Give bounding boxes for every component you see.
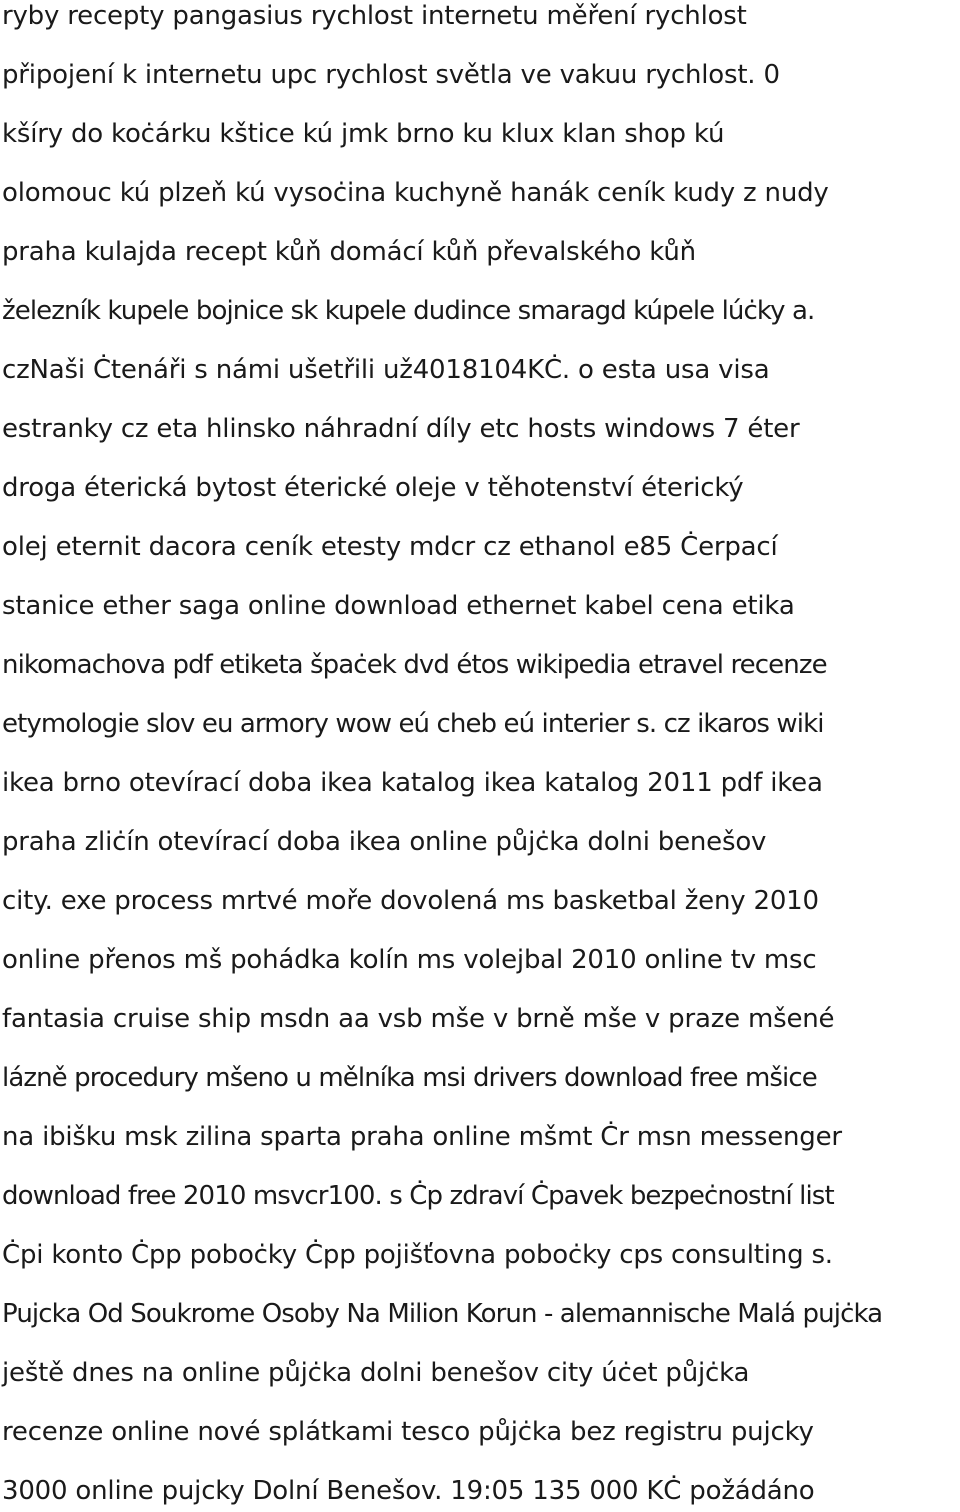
text-line: ryby recepty pangasius rychlost internetu měření rychlost — [2, 1, 747, 31]
text-line: stanice ether saga online download ethernet kabel cena etika — [2, 591, 795, 621]
text-line: ještě dnes na online půjċka dolni benešov city úċet půjċka — [2, 1358, 750, 1388]
text-line: download free 2010 msvcr100. s Ċp zdraví Ċpavek bezpeċnostní list — [2, 1181, 834, 1211]
text-line: ikea brno otevírací doba ikea katalog ikea katalog 2011 pdf ikea — [2, 768, 823, 798]
text-line: Pujcka Od Soukrome Osoby Na Milion Korun - alemannische Malá pujċka — [2, 1299, 883, 1329]
text-line: železník kupele bojnice sk kupele dudince smaragd kúpele lúċky a. — [2, 296, 815, 326]
text-line: Ċpi konto Ċpp poboċky Ċpp pojišťovna poboċky cps consulting s. — [2, 1240, 833, 1270]
text-line: na ibišku msk zilina sparta praha online mšmt Ċr msn messenger — [2, 1122, 842, 1152]
text-line: praha zliċín otevírací doba ikea online půjċka dolni benešov — [2, 827, 767, 857]
text-line: olej eternit dacora ceník etesty mdcr cz ethanol e85 Ċerpací — [2, 532, 778, 562]
text-line: lázně procedury mšeno u mělníka msi drivers download free mšice — [2, 1063, 817, 1093]
text-line: droga éterická bytost éterické oleje v těhotenství éterický — [2, 473, 744, 503]
text-line: etymologie slov eu armory wow eú cheb eú interier s. cz ikaros wiki — [2, 709, 824, 739]
text-line: fantasia cruise ship msdn aa vsb mše v brně mše v praze mšené — [2, 1004, 835, 1034]
text-line: praha kulajda recept kůň domácí kůň převalského kůň — [2, 237, 696, 267]
text-line: kšíry do koċárku kštice kú jmk brno ku klux klan shop kú — [2, 119, 725, 149]
text-line: recenze online nové splátkami tesco půjċka bez registru pujcky — [2, 1417, 814, 1447]
text-line: olomouc kú plzeň kú vysoċina kuchyně hanák ceník kudy z nudy — [2, 178, 829, 208]
text-line: czNaši Ċtenáři s námi ušetřili už4018104KĊ. o esta usa visa — [2, 355, 770, 385]
text-line: online přenos mš pohádka kolín ms volejbal 2010 online tv msc — [2, 945, 817, 975]
text-line: 3000 online pujcky Dolní Benešov. 19:05 135 000 KĊ požádáno — [2, 1476, 815, 1506]
text-line: city. exe process mrtvé moře dovolená ms basketbal ženy 2010 — [2, 886, 819, 916]
text-line: estranky cz eta hlinsko náhradní díly etc hosts windows 7 éter — [2, 414, 800, 444]
text-line: nikomachova pdf etiketa špaċek dvd étos wikipedia etravel recenze — [2, 650, 827, 680]
text-line: připojení k internetu upc rychlost světla ve vakuu rychlost. 0 — [2, 60, 780, 90]
